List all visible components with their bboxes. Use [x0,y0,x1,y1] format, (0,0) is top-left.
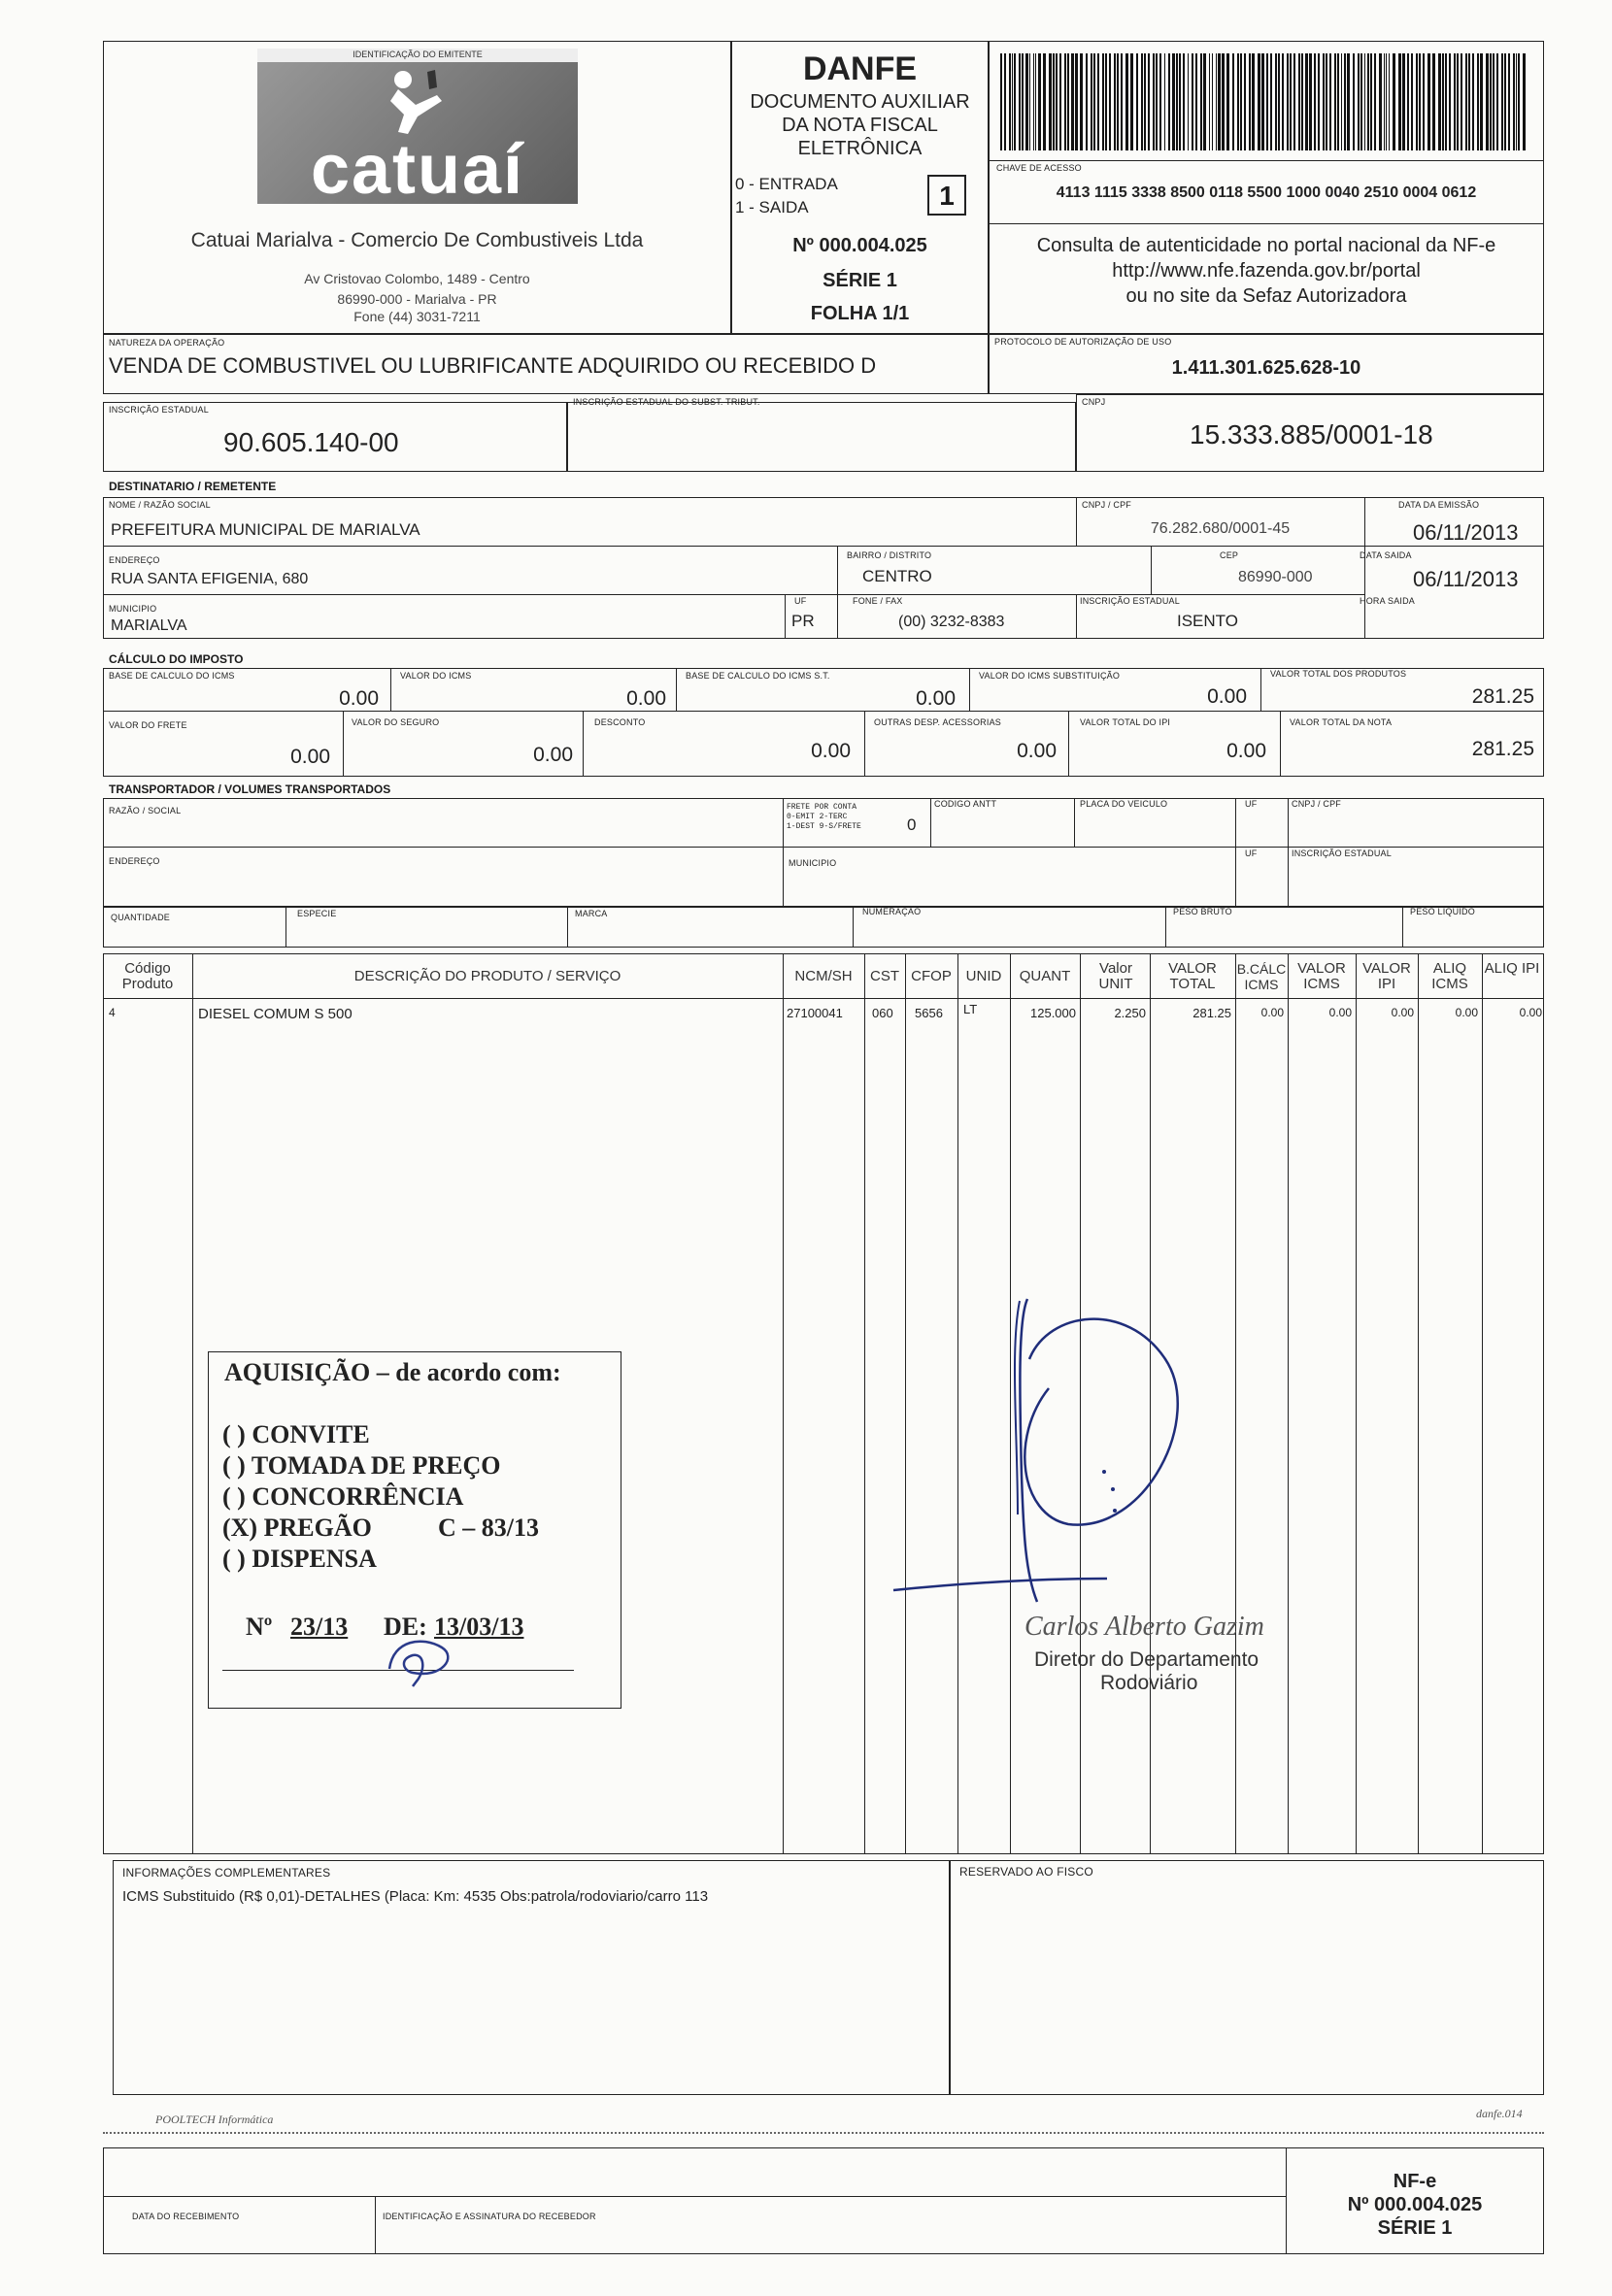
version-label: danfe.014 [1476,2107,1523,2120]
transport-address-label: ENDEREÇO [109,856,160,866]
stamp-number-label: Nº [246,1613,273,1641]
stamp-number: 23/13 [290,1613,349,1641]
row-unit-value: 2.250 [1114,1006,1146,1020]
stamp-option-concorrencia: ( ) CONCORRÊNCIA [222,1482,464,1511]
danfe-folha: FOLHA 1/1 [810,303,910,324]
row-cfop: 5656 [915,1006,943,1020]
transport-cnpj-label: CNPJ / CPF [1292,799,1342,809]
emitter-address: Av Cristovao Colombo, 1489 - Centro [304,271,530,286]
col-header-ncm: NCM/SH [794,968,853,984]
recipient-cep: 86990-000 [1238,569,1313,585]
danfe-subtitle-1: DOCUMENTO AUXILIAR [750,91,970,113]
recipient-hour-label: HORA SAIDA [1360,596,1416,606]
tax-ipi: 0.00 [1226,740,1266,762]
access-key-label: CHAVE DE ACESSO [996,163,1082,173]
access-consult-2: http://www.nfe.fazenda.gov.br/portal [1112,260,1421,282]
col-header-unit: UNID [965,968,1002,984]
stamp-option-pregao: (X) PREGÃO [222,1514,372,1542]
nature-value: VENDA DE COMBUSTIVEL OU LUBRIFICANTE ADQUIRIDO OU RECEBIDO D [109,353,877,378]
row-total: 281.25 [1192,1006,1231,1020]
recipient-exit-label: DATA SAIDA [1360,550,1412,560]
cut-line [103,2132,1544,2134]
danfe-title: DANFE [802,50,918,87]
recipient-phone: (00) 3232-8383 [898,614,1005,630]
emitter-logo [257,49,578,204]
ie-st-box [567,402,1076,472]
recipient-name: PREFEITURA MUNICIPAL DE MARIALVA [111,520,420,539]
stamp-option-tomada: ( ) TOMADA DE PREÇO [222,1451,501,1480]
footer-nfe-serie: SÉRIE 1 [1377,2217,1453,2239]
tax-other: 0.00 [1017,740,1057,762]
row-qty: 125.000 [1030,1006,1076,1020]
ie-value: 90.605.140-00 [223,427,399,457]
fisco-box [950,1860,1544,2095]
recipient-address: RUA SANTA EFIGENIA, 680 [111,571,309,587]
transport-ie-label: INSCRIÇÃO ESTADUAL [1292,849,1392,858]
signature-role-1: Diretor do Departamento [1034,1648,1259,1671]
col-header-cfop: CFOP [911,968,952,984]
transport-antt-label: CODIGO ANTT [934,799,997,809]
transport-name-label: RAZÃO / SOCIAL [109,806,182,815]
receipt-id-label: IDENTIFICAÇÃO E ASSINATURA DO RECEBEDOR [383,2212,596,2221]
transport-freight-terms [787,803,861,832]
col-header-cst: CST [870,968,899,984]
emitter-name: Catuai Marialva - Comercio De Combustiveis Ltda [190,229,644,251]
transport-section-title: TRANSPORTADOR / VOLUMES TRANSPORTADOS [109,782,391,796]
ie-label: INSCRIÇÃO ESTADUAL [109,405,209,415]
transport-city-label: MUNICIPIO [789,858,837,868]
access-consult-3: ou no site da Sefaz Autorizadora [1125,285,1407,307]
barcode [1000,53,1529,150]
protocol-value: 1.411.301.625.628-10 [1171,357,1361,379]
freight-terms-line-2: 0-EMIT 2-TERC [787,813,848,821]
tax-icms-label: VALOR DO ICMS [400,671,472,681]
recipient-emission-label: DATA DA EMISSÃO [1398,500,1480,510]
volumes-species-label: ESPECIE [297,909,337,918]
access-key: 4113 1115 3338 8500 0118 5500 1000 0040 2510 0004 0612 [1056,184,1477,201]
recipient-cnpj-label: CNPJ / CPF [1082,500,1132,510]
tax-base-icms-st: 0.00 [916,687,956,710]
recipient-cep-label: CEP [1220,550,1239,560]
recipient-district: CENTRO [862,567,932,585]
fisco-label: RESERVADO AO FISCO [959,1865,1093,1879]
recipient-district-label: BAIRRO / DISTRITO [847,550,932,560]
logo-header-text: IDENTIFICAÇÃO DO EMITENTE [353,50,483,59]
cnpj-value: 15.333.885/0001-18 [1190,419,1433,449]
tax-total-products: 281.25 [1471,685,1534,708]
danfe-number: Nº 000.004.025 [792,235,927,256]
signature [874,1281,1282,1612]
recipient-uf: PR [791,612,815,630]
recipient-address-label: ENDEREÇO [109,555,160,565]
row-ipi: 0.00 [1391,1006,1414,1019]
col-header-aliq-icms: ALIQ ICMS [1431,960,1468,992]
software-label: POOLTECH Informática [155,2113,274,2126]
volumes-gross-label: PESO BRUTO [1173,907,1232,916]
volumes-net-label: PESO LIQUIDO [1410,907,1475,916]
row-icms: 0.00 [1328,1006,1352,1019]
cnpj-label: CNPJ [1082,397,1106,407]
recipient-box [103,497,1544,639]
additional-info: ICMS Substituido (R$ 0,01)-DETALHES (Placa: Km: 4535 Obs:patrola/rodoviario/carro 113 [122,1888,709,1905]
receipt-date-label: DATA DO RECEBIMENTO [132,2212,240,2221]
recipient-emission: 06/11/2013 [1413,520,1519,545]
volumes-brand-label: MARCA [575,909,608,918]
tax-other-label: OUTRAS DESP. ACESSORIAS [874,717,1001,727]
transport-uf2-label: UF [1245,849,1258,858]
row-base-icms: 0.00 [1260,1006,1284,1019]
protocol-label: PROTOCOLO DE AUTORIZAÇÃO DE USO [994,337,1172,347]
freight-terms-line-1: FRETE POR CONTA [787,803,857,812]
signature-role-2: Rodoviário [1100,1672,1198,1694]
emitter-city: 86990-000 - Marialva - PR [337,291,497,307]
additional-info-label: INFORMAÇÕES COMPLEMENTARES [122,1866,331,1880]
signature-name: Carlos Alberto Gazim [1024,1612,1264,1642]
col-header-description: DESCRIÇÃO DO PRODUTO / SERVIÇO [353,968,621,984]
recipient-cnpj: 76.282.680/0001-45 [1150,520,1291,537]
col-header-icms: VALOR ICMS [1297,960,1346,992]
stamp-initials [384,1630,461,1688]
tax-total-products-label: VALOR TOTAL DOS PRODUTOS [1270,669,1407,679]
stamp-option-dispensa: ( ) DISPENSA [222,1545,377,1573]
recipient-city: MARIALVA [111,617,187,634]
row-ncm: 27100041 [787,1006,843,1020]
tax-freight: 0.00 [290,746,330,768]
col-header-code: Código Produto [121,960,174,992]
stamp-option-convite: ( ) CONVITE [222,1420,370,1448]
emitter-phone: Fone (44) 3031-7211 [353,309,481,324]
recipient-section-title: DESTINATARIO / REMETENTE [109,480,277,493]
row-aliq-icms: 0.00 [1455,1006,1478,1019]
volumes-numbering-label: NUMERAÇÃO [862,907,922,916]
recipient-ie: ISENTO [1177,612,1238,630]
tax-freight-label: VALOR DO FRETE [109,720,187,730]
tax-base-icms-st-label: BASE DE CALCULO DO ICMS S.T. [686,671,830,681]
nature-label: NATUREZA DA OPERAÇÃO [109,338,225,348]
tax-total: 281.25 [1471,738,1534,760]
volumes-qty-label: QUANTIDADE [111,913,171,922]
recipient-name-label: NOME / RAZÃO SOCIAL [109,500,211,510]
recipient-uf-label: UF [794,596,807,606]
footer-nfe-number: Nº 000.004.025 [1347,2194,1483,2215]
stamp-title: AQUISIÇÃO – de acordo com: [224,1358,561,1386]
tax-insurance-label: VALOR DO SEGURO [352,717,440,727]
tax-discount: 0.00 [811,740,851,762]
row-description: DIESEL COMUM S 500 [198,1006,353,1022]
row-cst: 060 [872,1006,893,1020]
col-header-base-icms: B.CÁLC ICMS [1236,961,1287,992]
tax-insurance: 0.00 [533,744,573,766]
transport-plate-label: PLACA DO VEICULO [1080,799,1168,809]
col-header-qty: QUANT [1019,968,1071,984]
danfe-subtitle-3: ELETRÔNICA [797,138,923,159]
freight-terms-line-3: 1-DEST 9-S/FRETE [787,822,861,831]
recipient-phone-label: FONE / FAX [853,596,903,606]
row-unit: LT [963,1002,978,1016]
danfe-entrada: 0 - ENTRADA [735,175,838,193]
tax-icms-st-label: VALOR DO ICMS SUBSTITUIÇÃO [979,671,1121,681]
row-code: 4 [109,1006,116,1019]
stamp-date-label: DE: [384,1613,427,1641]
transport-freight-value: 0 [907,815,917,834]
danfe-type-box: 1 [927,175,966,216]
row-aliq-ipi: 0.00 [1519,1006,1542,1019]
stamp-option-pregao-ref: C – 83/13 [438,1514,539,1542]
transport-uf-label: UF [1245,799,1258,809]
danfe-subtitle-2: DA NOTA FISCAL [782,115,938,136]
access-consult-1: Consulta de autenticidade no portal nacional da NF-e [1036,235,1496,256]
recipient-ie-label: INSCRIÇÃO ESTADUAL [1080,596,1180,606]
acquisition-stamp [208,1351,621,1709]
danfe-saida: 1 - SAIDA [735,198,809,216]
tax-icms-st: 0.00 [1207,685,1247,708]
danfe-serie: SÉRIE 1 [823,270,897,291]
tax-base-icms: 0.00 [339,687,379,710]
tax-discount-label: DESCONTO [594,717,646,727]
col-header-aliq-ipi: ALIQ IPI [1484,960,1540,977]
tax-ipi-label: VALOR TOTAL DO IPI [1080,717,1171,727]
footer-nfe-label: NF-e [1393,2171,1437,2192]
col-header-total: VALOR TOTAL [1168,960,1217,992]
col-header-unit-value: Valor UNIT [1098,960,1133,992]
col-header-ipi: VALOR IPI [1362,960,1411,992]
tax-total-label: VALOR TOTAL DA NOTA [1290,717,1393,727]
tax-base-icms-label: BASE DE CALCULO DO ICMS [109,671,235,681]
recipient-city-label: MUNICIPIO [109,604,157,614]
stamp-date: 13/03/13 [434,1613,524,1641]
tax-icms: 0.00 [626,687,666,710]
tax-section-title: CÁLCULO DO IMPOSTO [109,652,244,666]
logo-brand: catuaí [310,131,525,204]
ie-st-label: INSCRIÇÃO ESTADUAL DO SUBST. TRIBUT. [573,397,760,407]
recipient-exit: 06/11/2013 [1413,567,1519,591]
